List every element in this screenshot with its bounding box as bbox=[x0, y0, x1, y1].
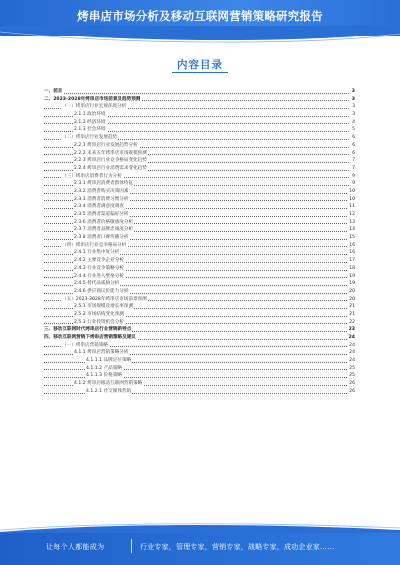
toc-entry-page: 20 bbox=[349, 296, 355, 302]
toc-entry[interactable] bbox=[44, 288, 355, 296]
toc-entry[interactable] bbox=[44, 142, 355, 150]
toc-entry[interactable] bbox=[44, 196, 355, 204]
toc-entry-text: （一）烤串店行业宏观环境分析 bbox=[62, 104, 127, 110]
toc-entry[interactable] bbox=[44, 357, 355, 365]
toc-entry-page: 23 bbox=[348, 327, 355, 333]
header-wave bbox=[0, 26, 400, 46]
toc-entry-text: 4.1.2.1 社交媒体营销 bbox=[86, 388, 132, 394]
toc-entry-text: 4.1.1.3 价格策略 bbox=[86, 373, 122, 379]
toc-entry-text: 2.2.1 烤串店行业发展趋势分析 bbox=[74, 142, 138, 148]
toc-entry-page: 16 bbox=[349, 250, 355, 256]
toc-entry-page: 14 bbox=[349, 227, 355, 233]
toc-entry-page: 3 bbox=[351, 89, 355, 94]
toc-entry[interactable] bbox=[44, 88, 355, 96]
toc-leader-dots bbox=[44, 93, 349, 94]
toc-entry[interactable] bbox=[44, 311, 355, 319]
toc-entry[interactable] bbox=[44, 296, 355, 304]
toc-entry-page: 12 bbox=[349, 212, 355, 217]
toc-entry-page: 26 bbox=[349, 381, 355, 387]
toc-entry-page: 26 bbox=[349, 388, 355, 394]
toc-entry-page: 16 bbox=[349, 242, 355, 248]
toc-entry[interactable] bbox=[44, 203, 355, 211]
toc-entry-page: 25 bbox=[349, 365, 355, 371]
toc-entry-text: 2.4.6 供应商议价能力分析 bbox=[74, 288, 129, 294]
toc-entry-text: 2.1.2 经济环境 bbox=[74, 119, 106, 125]
toc-entry-page: 24 bbox=[349, 342, 355, 348]
toc-entry-text: 三、移动互联网时代烤串店行业营销新特点 bbox=[44, 327, 132, 333]
toc-entry-page: 6 bbox=[352, 135, 355, 141]
toc-entry-text: 2.2.3 烤串店行业竞争格局变化趋势 bbox=[74, 158, 147, 164]
toc-entry-page: 20 bbox=[349, 288, 355, 294]
toc-entry-text: 2.5.3 行业投资机会分析 bbox=[74, 319, 124, 325]
toc-entry-page: 24 bbox=[349, 350, 355, 356]
toc-entry-text: （五）2023-2028年烤串店市场前景预测 bbox=[62, 296, 147, 302]
toc-entry[interactable] bbox=[44, 150, 355, 158]
toc-heading-underline bbox=[172, 72, 228, 73]
toc-entry-text: 2.3.7 消费者品牌忠诚度分析 bbox=[74, 227, 134, 233]
toc-entry-text: 4.1.2 烤串店移动互联网营销策略 bbox=[74, 381, 143, 387]
toc-entry-page: 3 bbox=[351, 96, 355, 102]
toc-entry[interactable] bbox=[44, 111, 355, 119]
toc-entry[interactable] bbox=[44, 219, 355, 227]
toc-entry-text: 2.4.5 替代品威胁分析 bbox=[74, 281, 120, 287]
toc-entry-page: 3 bbox=[352, 104, 355, 110]
toc-entry[interactable] bbox=[44, 303, 355, 311]
toc-entry[interactable] bbox=[44, 211, 355, 219]
toc-entry-page: 9 bbox=[352, 181, 355, 187]
toc-entry-page: 7 bbox=[352, 158, 355, 164]
toc-entry[interactable] bbox=[44, 372, 355, 380]
toc-entry-text: 2.4.4 行业进入壁垒分析 bbox=[74, 273, 124, 279]
footer-slogan-left: 让每个人都能成为 bbox=[46, 543, 105, 551]
toc-entry[interactable] bbox=[44, 157, 355, 165]
toc-entry[interactable] bbox=[44, 319, 355, 327]
toc-entry-text: （四）烤串店行业竞争格局分析 bbox=[62, 242, 127, 248]
toc-entry-page: 25 bbox=[349, 373, 355, 379]
toc-entry-page: 6 bbox=[352, 150, 355, 156]
toc-entry-text: 4.1.1.1 品牌定位策略 bbox=[86, 358, 132, 364]
footer-slogan-right: 行业专家，管理专家，营销专家，战略专家，成功企业家…… bbox=[140, 543, 335, 551]
toc-entry-text: 2.4.3 行业竞争策略分析 bbox=[74, 265, 124, 271]
toc-entry-page: 6 bbox=[352, 142, 355, 148]
toc-entry[interactable] bbox=[44, 226, 355, 234]
toc-entry[interactable] bbox=[44, 365, 355, 373]
toc-entry-page: 13 bbox=[349, 219, 355, 225]
toc-entry[interactable] bbox=[44, 380, 355, 388]
table-of-contents bbox=[44, 88, 355, 396]
toc-entry-text: 一、前言 bbox=[44, 89, 63, 94]
toc-entry[interactable] bbox=[44, 119, 355, 127]
toc-entry-text: 2.3.4 消费者满意度调查 bbox=[74, 204, 124, 210]
toc-entry[interactable] bbox=[44, 326, 355, 334]
toc-entry-text: 2.3.8 消费者口碑传播分析 bbox=[74, 235, 129, 241]
toc-entry-text: 4.1.1.2 产品策略 bbox=[86, 365, 122, 371]
report-title: 烤串店市场分析及移动互联网营销策略研究报告 bbox=[77, 9, 323, 23]
toc-entry-page: 10 bbox=[349, 196, 355, 202]
toc-entry-text: 2.5.1 市场规模及增长率预测 bbox=[74, 304, 134, 310]
toc-entry-text: 2.5.2 市场结构变化预测 bbox=[74, 311, 124, 317]
toc-entry[interactable] bbox=[44, 96, 355, 104]
toc-entry-text: 2.3.5 消费者渠道偏好分析 bbox=[74, 212, 129, 217]
toc-entry-text: 2.1.3 社会环境 bbox=[74, 127, 106, 133]
toc-entry-text: 四、移动互联网营销下烤串店营销策略及建议 bbox=[44, 335, 136, 340]
toc-entry[interactable] bbox=[44, 188, 355, 196]
toc-entry[interactable] bbox=[44, 280, 355, 288]
toc-entry[interactable] bbox=[44, 334, 355, 342]
toc-entry-page: 21 bbox=[349, 304, 355, 310]
toc-entry-text: 2.3.2 消费者购买决策因素 bbox=[74, 188, 129, 194]
toc-entry-text: 2.3.6 消费者价格敏感度分析 bbox=[74, 219, 134, 225]
toc-entry-page: 4 bbox=[352, 119, 355, 125]
toc-entry[interactable] bbox=[44, 242, 355, 250]
toc-entry-page: 15 bbox=[349, 235, 355, 241]
toc-entry-page: 17 bbox=[349, 258, 355, 264]
toc-entry-page: 10 bbox=[349, 188, 355, 194]
toc-entry[interactable] bbox=[44, 134, 355, 142]
toc-entry-page: 19 bbox=[349, 281, 355, 287]
toc-entry-page: 18 bbox=[349, 265, 355, 271]
toc-entry-text: （二）烤串店行业发展趋势 bbox=[62, 135, 118, 141]
toc-entry-page: 22 bbox=[349, 319, 355, 325]
toc-entry-page: 9 bbox=[352, 173, 355, 179]
toc-entry[interactable] bbox=[44, 103, 355, 111]
toc-entry-page: 3 bbox=[352, 112, 355, 118]
toc-entry[interactable] bbox=[44, 342, 355, 350]
toc-entry-text: 2.4.1 行业集中度分析 bbox=[74, 250, 120, 256]
footer-divider bbox=[131, 539, 132, 553]
toc-entry[interactable] bbox=[44, 257, 355, 265]
toc-entry[interactable] bbox=[44, 388, 355, 396]
toc-entry-page: 5 bbox=[352, 127, 355, 133]
toc-entry-page: 11 bbox=[349, 204, 355, 210]
toc-heading: 内容目录 bbox=[177, 59, 223, 71]
toc-entry-page: 19 bbox=[349, 273, 355, 279]
toc-entry-page: 24 bbox=[349, 358, 355, 364]
toc-entry-text: 2.3.1 烤串店消费者群体特征 bbox=[74, 181, 134, 187]
toc-entry[interactable] bbox=[44, 349, 355, 357]
toc-entry-text: 二、2023-2028年烤串店市场前景及趋势预测 bbox=[44, 96, 141, 102]
toc-entry[interactable] bbox=[44, 173, 355, 181]
toc-entry[interactable] bbox=[44, 249, 355, 257]
toc-entry-text: 2.2.2 未来五年烤串店市场规模预测 bbox=[74, 150, 147, 156]
toc-entry-text: （三）烤串店消费者行为分析 bbox=[62, 173, 122, 179]
toc-entry-text: 4.1.1 烤串店营销策略分析 bbox=[74, 350, 129, 356]
toc-entry-page: 21 bbox=[349, 311, 355, 317]
toc-entry[interactable] bbox=[44, 165, 355, 173]
toc-entry[interactable] bbox=[44, 234, 355, 242]
toc-entry-text: 2.4.2 主要竞争企业分析 bbox=[74, 258, 124, 264]
toc-entry-text: 2.2.4 烤串店行业消费需求变化趋势 bbox=[74, 165, 147, 171]
toc-entry[interactable] bbox=[44, 180, 355, 188]
toc-entry-page: 7 bbox=[352, 165, 355, 171]
toc-entry[interactable] bbox=[44, 265, 355, 273]
toc-entry-text: （一）烤串店营销策略 bbox=[62, 342, 108, 348]
toc-entry-page: 24 bbox=[348, 335, 355, 340]
toc-entry[interactable] bbox=[44, 273, 355, 281]
toc-entry[interactable] bbox=[44, 126, 355, 134]
toc-entry-text: 2.3.3 消费者消费习惯分析 bbox=[74, 196, 129, 202]
toc-entry-text: 2.1.1 政治环境 bbox=[74, 112, 106, 118]
